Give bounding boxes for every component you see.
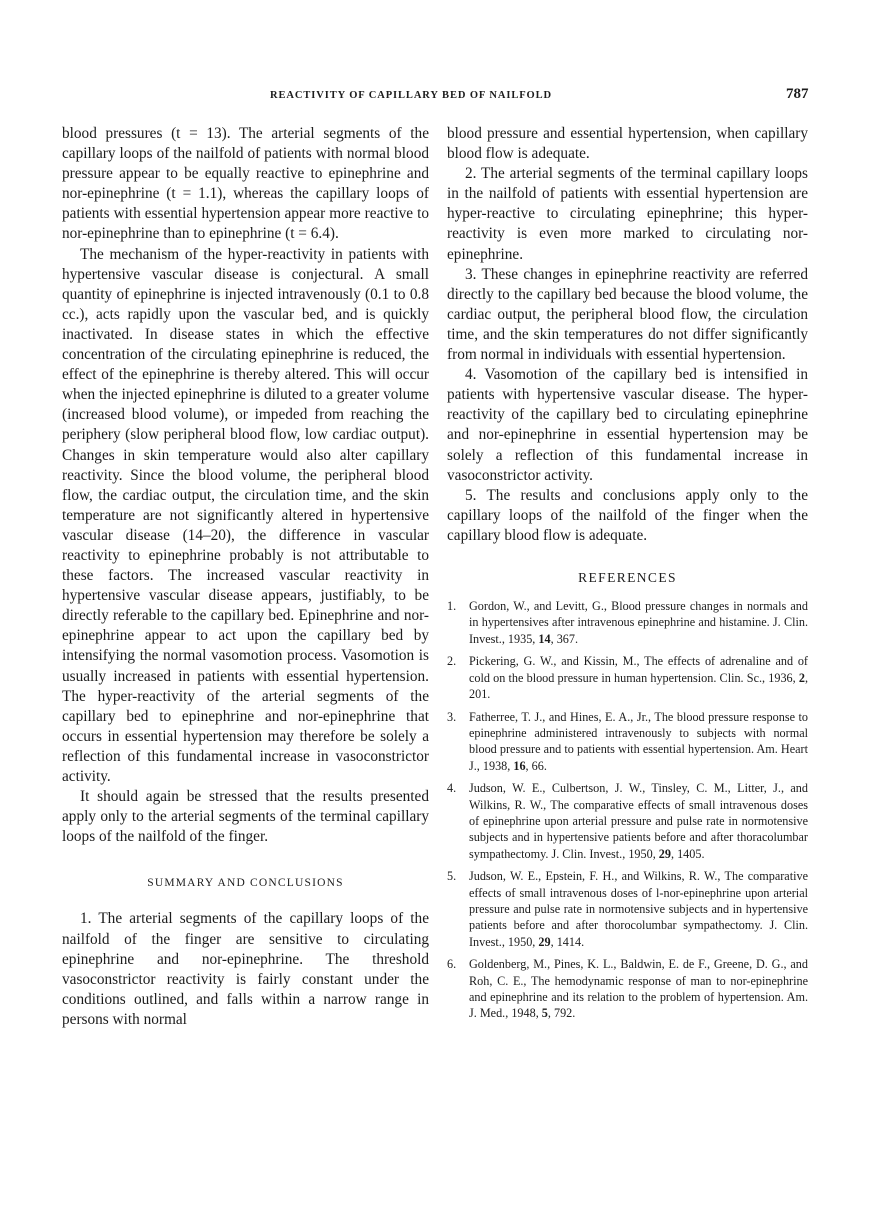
reference-item: 6. Goldenberg, M., Pines, K. L., Baldwin, E. de F., Greene, D. G., and Roh, C. E., The hemodynamic response of man to nor-epinephrine and epinephrine and its relation to the problem of hypertension. Am. J. Med., 1948, 5, 792. bbox=[447, 957, 808, 1021]
running-title: REACTIVITY OF CAPILLARY BED OF NAILFOLD bbox=[270, 90, 552, 101]
conclusion-3: 3. These changes in epinephrine reactivity are referred directly to the capillary bed because the blood volume, the cardiac output, the peripheral blood flow, the circulation time, and the skin temperatures do not differ significantly from normal in individuals with essential hypertension. bbox=[447, 265, 808, 364]
summary-heading: SUMMARY AND CONCLUSIONS bbox=[147, 877, 344, 890]
conclusion-1-continued: blood pressure and essential hypertension, when capillary blood flow is adequate. bbox=[447, 125, 808, 163]
reference-item: 2. Pickering, G. W., and Kissin, M., The effects of adrenaline and of cold on the blood pressure in human hypertension. Clin. Sc., 1936, 2, 201. bbox=[447, 654, 808, 702]
reference-item: 5. Judson, W. E., Epstein, F. H., and Wilkins, R. W., The comparative effects of small intravenous doses of l-nor-epinephrine upon arterial pressure and pulse rate in normotensive subjects and in hypertensive patients before and after thorocolumbar sympathectomy. J. Clin. Invest., 1950, 29, 1414. bbox=[447, 869, 808, 949]
conclusion-4: 4. Vasomotion of the capillary bed is intensified in patients with hypertensive vascular disease. The hyper-reactivity of the capillary bed to circulating epinephrine and nor-epinephrine in essential hypertension may be solely a reflection of this fundamental increase in vasoconstrictor activity. bbox=[447, 366, 808, 484]
paragraph-stress: It should again be stressed that the results presented apply only to the arterial segments of the terminal capillary loops of the nailfold of the finger. bbox=[62, 788, 429, 846]
reference-item: 4. Judson, W. E., Culbertson, J. W., Tinsley, C. M., Litter, J., and Wilkins, R. W., The comparative effects of small intravenous doses of epinephrine upon arterial pressure and pulse rate in normotensive subjects and in hypertensive patients before and after thoracolumbar sympathectomy. J. Clin. Invest., 1950, 29, 1405. bbox=[447, 781, 808, 861]
references-list bbox=[447, 598, 808, 1022]
reference-item: 3. Fatherree, T. J., and Hines, E. A., Jr., The blood pressure response to epinephrine administered intravenously to subjects with normal blood pressure and to patients with essential hypertension. Am. Heart J., 1938, 16, 66. bbox=[447, 709, 808, 773]
conclusion-1: 1. The arterial segments of the capillary loops of the nailfold of the finger are sensitive to circulating epinephrine and nor-epinephrine. The threshold vasoconstrictor reactivity is fairly constant under the conditions outlined, and falls within a narrow range in persons with normal bbox=[62, 910, 429, 1028]
page-number: 787 bbox=[786, 86, 809, 102]
right-column bbox=[447, 124, 808, 1028]
paragraph-mechanism: The mechanism of the hyper-reactivity in patients with hypertensive vascular disease is conjectural. A small quantity of epinephrine is injected intravenously (0.1 to 0.8 cc.), acts rapidly upon the vascular bed, and is quickly inactivated. In disease states in which the effective concentration of the circulating epinephrine is reduced, the effect of the epinephrine is thereby altered. This will occur when the injected epinephrine is diluted to a greater volume (increased blood volume), or impeded from reaching the periphery (slow peripheral blood flow, low cardiac output). Changes in skin temperature would also alter capillary reactivity. Since the blood volume, the peripheral blood flow, the cardiac output, the circulation time, and the skin temperature are not significantly altered in hypertensive vascular disease (14–20), the difference in vascular reactivity to epinephrine probably is not attributable to these factors. The increased vascular reactivity in hypertensive vascular disease appears, justifiably, to be directly referable to the capillary bed. Epinephrine and nor-epinephrine appear to act upon the capillary bed by intensifying the normal vasomotion process. Vasomotion is usually increased in patients with essential hypertension. The hyper-reactivity of the arterial segments of the capillary bed to epinephrine and nor-epinephrine that occurs in essential hypertension may therefore be solely a reflection of this fundamental increase in vasoconstrictor activity. bbox=[62, 245, 429, 785]
reference-item: 1. Gordon, W., and Levitt, G., Blood pressure changes in normals and in hypertensives after intravenous epinephrine and histamine. J. Clin. Invest., 1935, 14, 367. bbox=[447, 599, 808, 646]
conclusion-2: 2. The arterial segments of the terminal capillary loops in the nailfold of patients with essential hypertension are hyper-reactive to circulating epinephrine; this hyper-reactivity is even more marked to circulating nor-epinephrine. bbox=[447, 165, 808, 263]
left-column bbox=[62, 124, 429, 1030]
references-heading: REFERENCES bbox=[578, 569, 677, 585]
paragraph-continued: blood pressures (t = 13). The arterial segments of the capillary loops of the nailfold of patients with normal blood pressure appear to be equally reactive to epinephrine and nor-epinephrine (t = 1.1), whereas the capillary loops of patients with essential hypertension appear more reactive to nor-epinephrine than to epinephrine (t = 6.4). bbox=[62, 125, 429, 243]
conclusion-5: 5. The results and conclusions apply only to the capillary loops of the nailfold of the finger when the capillary blood flow is adequate. bbox=[447, 486, 808, 544]
